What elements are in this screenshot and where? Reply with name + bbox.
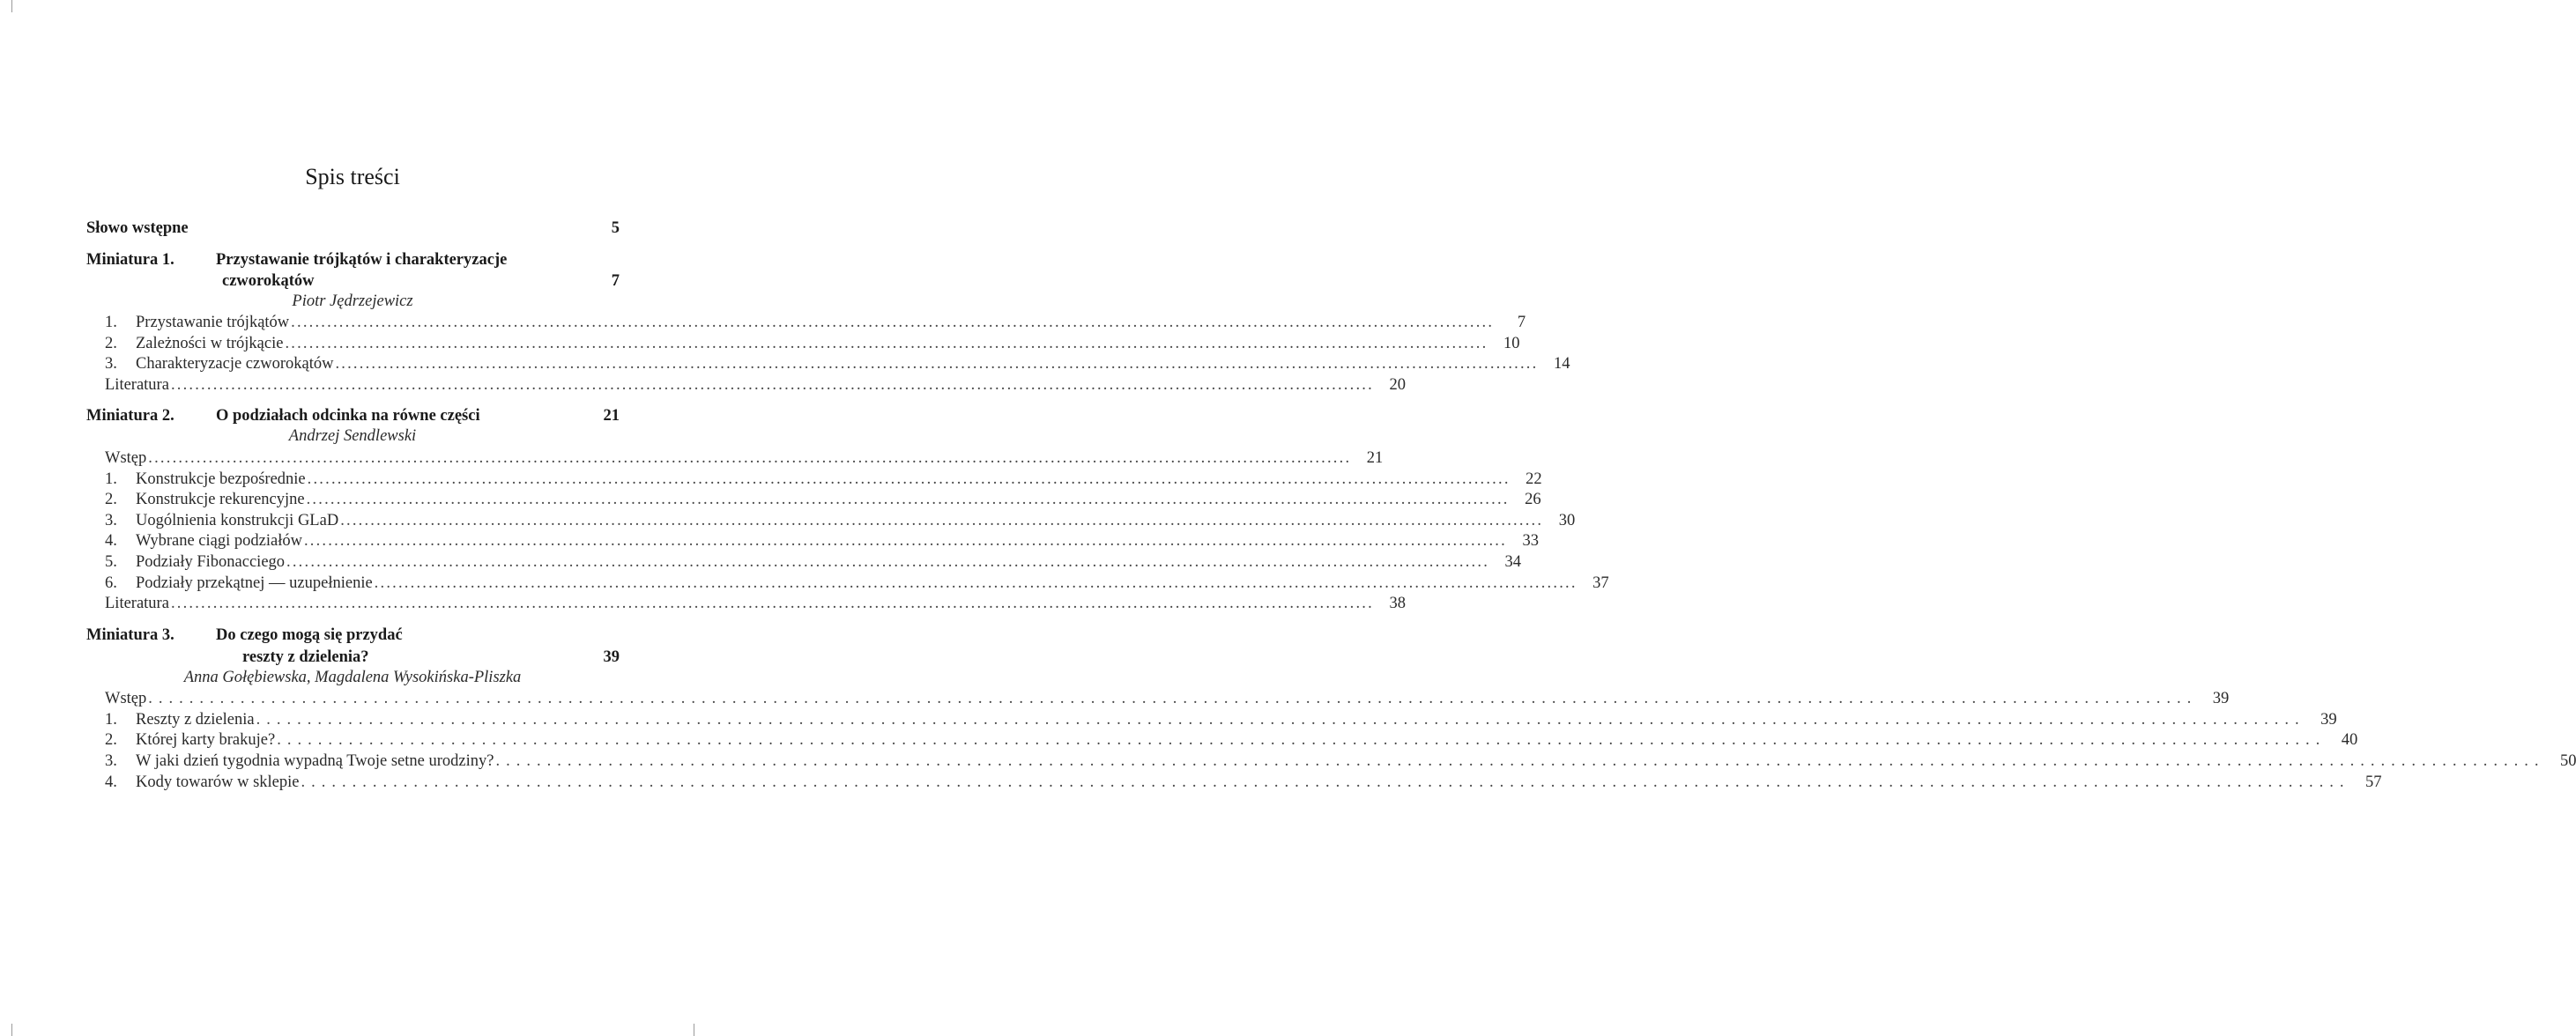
entry-title: Przystawanie trójkątów [136, 314, 290, 331]
toc-entry[interactable] [105, 489, 1541, 510]
toc-foreword[interactable] [86, 218, 620, 239]
entry-title: Wybrane ciągi podziałów [136, 532, 302, 551]
entry-title: Kody towarów w sklepie [136, 773, 300, 791]
entry-page: 22 [1526, 470, 1542, 488]
miniature-author: Andrzej Sendlewski [288, 427, 417, 445]
toc-entry[interactable] [105, 530, 1539, 551]
dot-leader: ........................................................................................................................................................................................................ [277, 731, 2327, 750]
dot-leader: ........................................................................................................................................................................................................ [148, 690, 2198, 707]
entry-title: W jaki dzień tygodnia wypadną Twoje setne urodziny? [136, 752, 494, 771]
dot-leader: ........................................................................................................................................................................................................ [285, 334, 1488, 352]
toc-entry[interactable] [105, 469, 1542, 490]
entry-number: 5. [105, 553, 117, 571]
entry-page: 39 [2320, 710, 2337, 729]
dot-leader: ........................................................................................................................................................................................................ [335, 355, 1539, 374]
entry-title: Której karty brakuje? [136, 731, 276, 750]
dot-leader: ........................................................................................................................................................................................................ [256, 710, 2305, 729]
entry-title: Podziały Fibonacciego [136, 553, 286, 571]
entry-page: 39 [2212, 690, 2230, 707]
entry-page: 20 [1389, 376, 1406, 395]
miniature-title-line2: reszty z dzielenia? [242, 648, 369, 666]
toc-entry[interactable] [105, 551, 1522, 573]
dot-leader: ........................................................................................................................................................................................................ [303, 532, 1507, 551]
entry-title: Reszty z dzielenia [136, 710, 255, 729]
entry-page: 34 [1504, 553, 1522, 571]
dot-leader: ........................................................................................................................................................................................................ [148, 449, 1352, 467]
entry-page: 10 [1503, 334, 1520, 352]
dot-leader: ........................................................................................................................................................................................................ [170, 376, 1374, 395]
miniature-page: 39 [603, 648, 620, 666]
dot-leader: ........................................................................................................................................................................................................ [495, 752, 2545, 771]
dot-leader: ........................................................................................................................................................................................................ [306, 491, 1510, 509]
dot-leader: ........................................................................................................................................................................................................ [170, 595, 1374, 613]
miniature-title-line1: Do czego mogą się przydać [216, 626, 403, 644]
entry-page: 7 [1517, 314, 1526, 331]
toc-entry[interactable] [105, 593, 1406, 614]
entry-number: 2. [105, 491, 117, 509]
entry-number: 6. [105, 574, 117, 592]
miniature-3-heading-cont[interactable] [86, 647, 620, 668]
entry-number: 2. [105, 731, 117, 750]
toc-entry[interactable] [105, 448, 1384, 469]
entry-number: 1. [105, 710, 117, 729]
toc-entry[interactable] [105, 772, 2382, 793]
entry-title: Zależności w trójkącie [136, 334, 284, 352]
crop-mark-top-left [11, 0, 12, 12]
entry-title: Podziały przekątnej — uzupełnienie [136, 574, 373, 592]
page-title: Spis treści [305, 164, 400, 189]
foreword-page: 5 [611, 219, 620, 237]
miniature-title-line1: Przystawanie trójkątów i charakteryzacje [216, 251, 508, 269]
toc-entry[interactable] [105, 751, 2576, 772]
entry-title: Charakteryzacje czworokątów [136, 355, 334, 374]
entry-number: 3. [105, 355, 117, 374]
foreword-label: Słowo wstępne [86, 219, 189, 237]
dot-leader: ........................................................................................................................................................................................................ [340, 511, 1544, 529]
entry-page: 37 [1592, 574, 1609, 592]
entry-title: Wstęp [105, 690, 147, 707]
toc-entry[interactable] [105, 510, 1576, 531]
entry-page: 38 [1389, 595, 1406, 613]
entry-number: 4. [105, 532, 117, 551]
dot-leader: ........................................................................................................................................................................................................ [301, 773, 2350, 791]
entry-title: Konstrukcje rekurencyjne [136, 491, 305, 509]
entry-number: 3. [105, 752, 117, 771]
dot-leader: ........................................................................................................................................................................................................ [307, 470, 1511, 488]
dot-leader: ........................................................................................................................................................................................................ [374, 574, 1578, 592]
entry-page: 33 [1522, 532, 1539, 551]
crop-mark-bottom-left [11, 1024, 12, 1036]
miniature-1-heading[interactable] [86, 249, 620, 270]
toc-entry[interactable] [105, 374, 1406, 396]
toc-entry[interactable] [105, 709, 2337, 730]
entry-page: 26 [1525, 491, 1541, 509]
toc-entry[interactable] [105, 729, 2358, 751]
entry-page: 14 [1553, 355, 1570, 374]
entry-number: 2. [105, 334, 117, 352]
entry-page: 21 [1366, 449, 1384, 467]
toc-entry[interactable] [105, 312, 1526, 333]
entry-title: Literatura [105, 595, 169, 613]
toc-entry[interactable] [105, 573, 1609, 594]
dot-leader: ........................................................................................................................................................................................................ [291, 314, 1495, 331]
entry-page: 50 [2559, 752, 2576, 771]
miniature-label: Miniatura 3. [86, 626, 174, 644]
miniature-1-heading-cont[interactable] [86, 270, 620, 292]
miniature-title-line1: O podziałach odcinka na równe części [216, 407, 480, 425]
entry-number: 3. [105, 511, 117, 529]
toc-entry[interactable] [105, 688, 2230, 709]
entry-title: Konstrukcje bezpośrednie [136, 470, 306, 488]
entry-page: 30 [1558, 511, 1576, 529]
entry-title: Wstęp [105, 449, 147, 467]
entry-title: Uogólnienia konstrukcji GLaD [136, 511, 339, 529]
miniature-3-heading[interactable] [86, 625, 620, 646]
miniature-label: Miniatura 1. [86, 251, 174, 269]
miniature-2-heading[interactable] [86, 405, 620, 426]
dot-leader: ........................................................................................................................................................................................................ [286, 553, 1490, 571]
miniature-page: 21 [603, 407, 620, 425]
miniature-title-line2: czworokątów [222, 272, 315, 290]
entry-number: 4. [105, 773, 117, 791]
toc-entry[interactable] [105, 353, 1570, 374]
entry-number: 1. [105, 470, 117, 488]
miniature-label: Miniatura 2. [86, 407, 174, 425]
miniature-author: Anna Gołębiewska, Magdalena Wysokińska-Pliszka [183, 669, 522, 686]
entry-page: 40 [2341, 731, 2358, 750]
miniature-author: Piotr Jędrzejewicz [292, 292, 413, 310]
entry-page: 57 [2364, 773, 2382, 791]
entry-number: 1. [105, 314, 117, 331]
miniature-page: 7 [611, 272, 620, 290]
toc-entry[interactable] [105, 333, 1520, 354]
entry-title: Literatura [105, 376, 169, 395]
